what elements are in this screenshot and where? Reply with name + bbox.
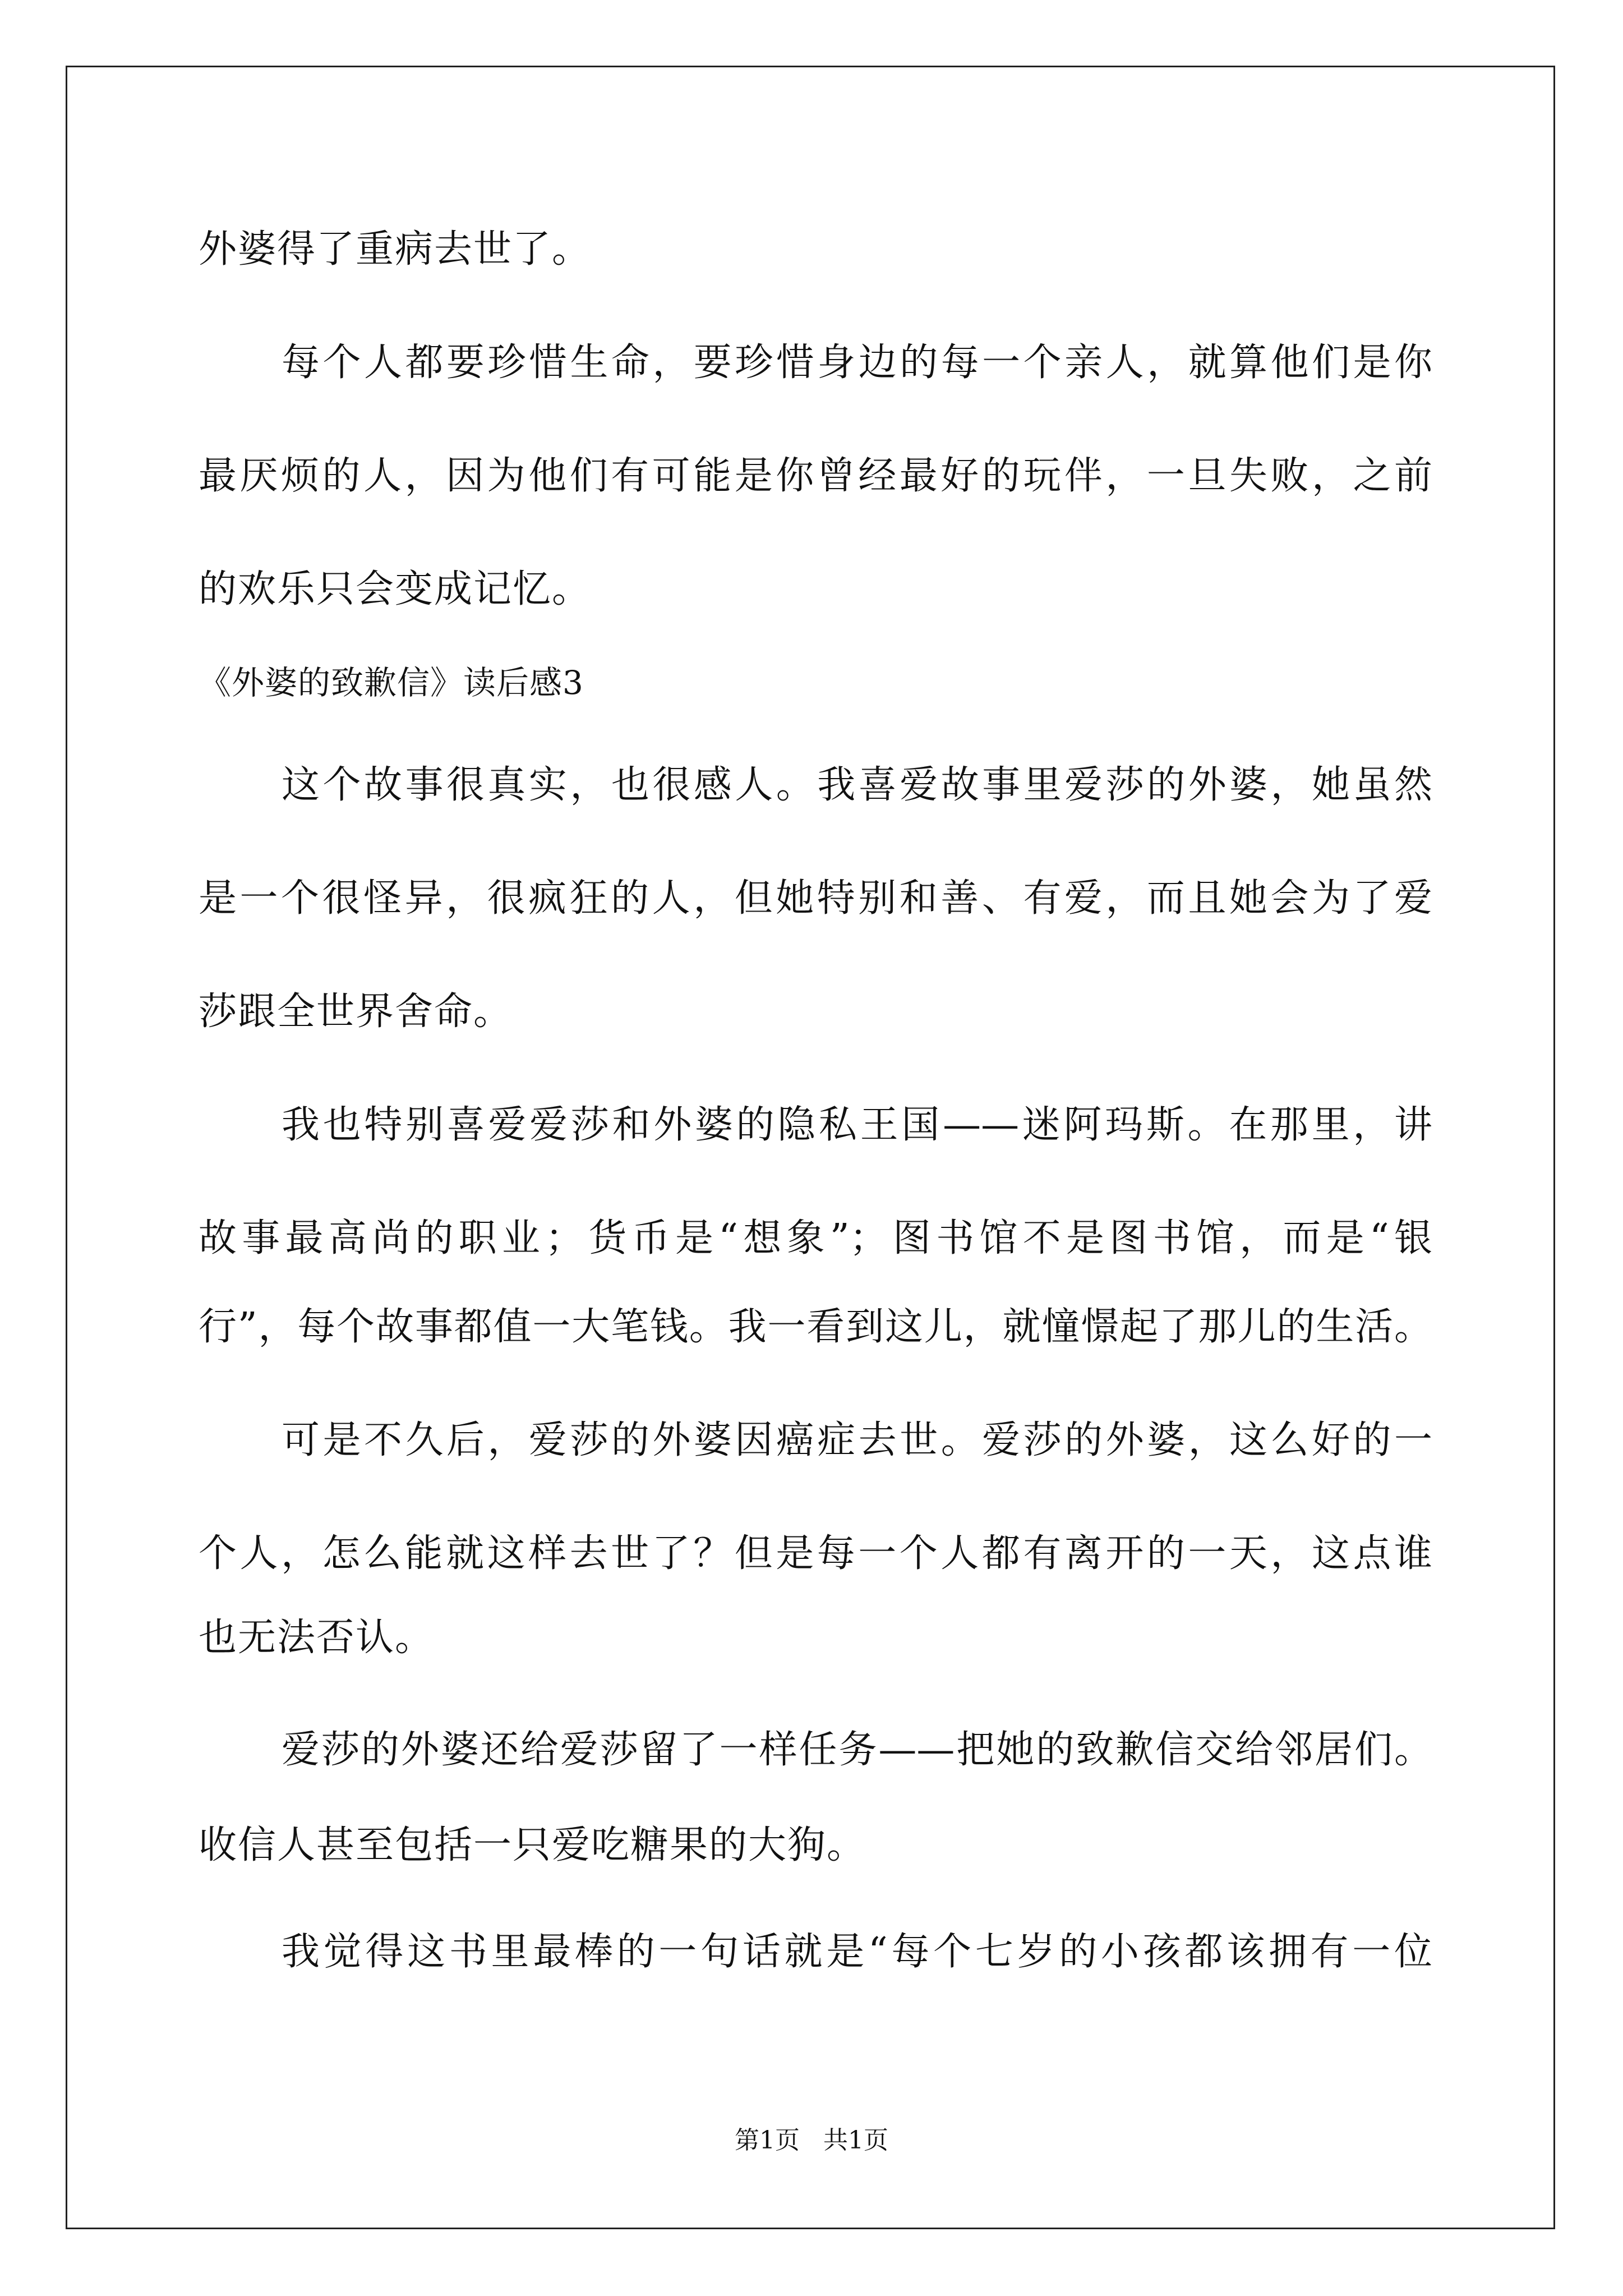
paragraph-line: 我也特别喜爱爱莎和外婆的隐私王国——迷阿玛斯。在那里，讲	[282, 1103, 1432, 1147]
paragraph-line: 个人，怎么能就这样去世了？但是每一个人都有离开的一天，这点谁	[199, 1531, 1432, 1576]
paragraph-line: 这个故事很真实，也很感人。我喜爱故事里爱莎的外婆，她虽然	[282, 763, 1432, 807]
paragraph-line: 是一个很怪异，很疯狂的人，但她特别和善、有爱，而且她会为了爱	[199, 876, 1432, 921]
paragraph-line: 故事最高尚的职业；货币是“想象”；图书馆不是图书馆，而是“银	[199, 1216, 1432, 1260]
section-heading: 《外婆的致歉信》读后感3	[199, 664, 584, 702]
page-footer: 第1页 共1页	[735, 2126, 888, 2155]
paragraph-line: 每个人都要珍惜生命，要珍惜身边的每一个亲人，就算他们是你	[282, 341, 1432, 385]
paragraph-line: 最厌烦的人，因为他们有可能是你曾经最好的玩伴，一旦失败，之前	[199, 454, 1432, 498]
paragraph-line: 行”，每个故事都值一大笔钱。我一看到这儿，就憧憬起了那儿的生活。	[199, 1305, 1432, 1349]
paragraph-line: 爱莎的外婆还给爱莎留了一样任务——把她的致歉信交给邻居们。	[282, 1728, 1432, 1772]
paragraph-line: 可是不久后，爱莎的外婆因癌症去世。爱莎的外婆，这么好的一	[282, 1418, 1432, 1462]
paragraph-line: 莎跟全世界舍命。	[199, 990, 513, 1034]
paragraph-line: 收信人甚至包括一只爱吃糖果的大狗。	[199, 1823, 866, 1867]
paragraph-line: 我觉得这书里最棒的一句话就是“每个七岁的小孩都该拥有一位	[282, 1930, 1432, 1974]
paragraph-line: 外婆得了重病去世了。	[199, 227, 592, 272]
paragraph-line: 也无法否认。	[199, 1616, 435, 1660]
paragraph-line: 的欢乐只会变成记忆。	[199, 567, 592, 611]
